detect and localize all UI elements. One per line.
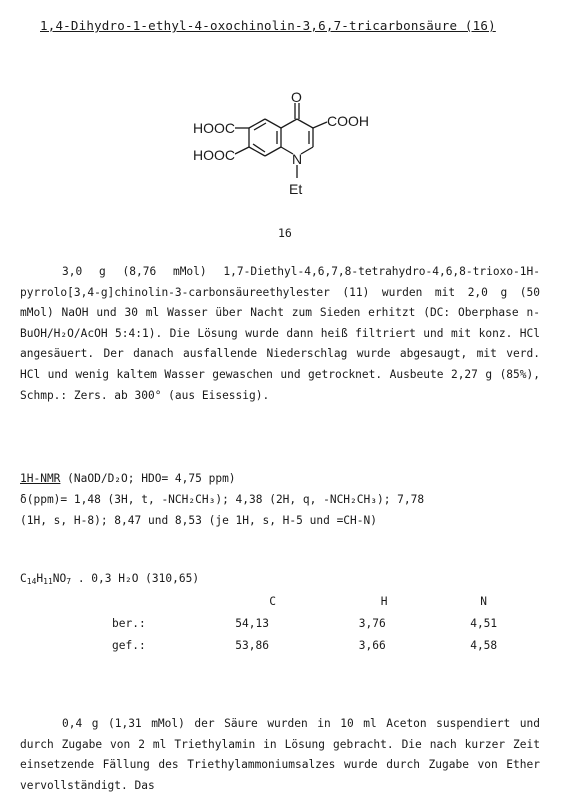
- formula-rest-sub: 7: [66, 577, 72, 586]
- oxo-label: O: [291, 89, 302, 105]
- analysis-row-label: gef.:: [112, 638, 146, 652]
- nmr-block: [20, 468, 550, 531]
- nitrogen-label: N: [292, 151, 303, 167]
- formula-c: C: [20, 572, 27, 585]
- procedure-text: 3,0 g (8,76 mMol) 1,7-Diethyl-4,6,7,8-tetrahydro-4,6,8-trioxo-1H-pyrrolo[3,4-g]chinolin-3-carbonsäureethylester (11) wurden mit 2,0 g (50 mMol) NaOH und 30 ml Wasser über Nacht zum Sieden erhitzt (DC: Oberphase n-BuOH/H₂O/AcOH 5:4:1). Die Lösung wurde dann heiß filtriert und mit konz. HCl angesäuert. Der danach ausfallende Niederschlag wurde abgesaugt, mit verd. HCl und wenig kaltem Wasser gewaschen und getrocknet. Ausbeute 2,27 g (85%), Schmp.: Zers. ab 300° (aus Eisessig).: [20, 265, 540, 402]
- procedure-paragraph: [20, 262, 540, 406]
- hooc-top-label: HOOC: [193, 120, 235, 136]
- analysis-value: 4,58: [470, 638, 498, 652]
- formula-hydrate: . 0,3 H₂O (310,65): [71, 572, 200, 585]
- cooh-label: COOH: [327, 113, 369, 129]
- formula-h: H: [36, 572, 44, 585]
- nmr-label: 1H-NMR: [20, 472, 61, 485]
- formula-c-sub: 14: [26, 577, 37, 586]
- analysis-value: 4,51: [470, 616, 498, 630]
- nmr-line-3: (1H, s, H-8); 8,47 und 8,53 (je 1H, s, H-5 und =CH-N): [20, 514, 377, 527]
- formula-rest: NO: [52, 572, 67, 585]
- analysis-value: 3,76: [358, 616, 386, 630]
- hooc-bottom-label: HOOC: [193, 147, 235, 163]
- analysis-row-label: ber.:: [112, 616, 146, 630]
- analysis-header-c: C: [269, 594, 277, 608]
- analysis-header-n: N: [480, 594, 487, 608]
- analysis-row-calculated: [112, 612, 570, 634]
- nmr-line-1: [20, 468, 550, 489]
- nmr-line-2: δ(ppm)= 1,48 (3H, t, -NCH₂CH₃); 4,38 (2H, q, -NCH₂CH₃); 7,78: [20, 493, 425, 506]
- molecular-formula: [20, 572, 199, 586]
- compound-number: 16: [278, 226, 292, 240]
- analysis-header-h: H: [380, 594, 388, 608]
- next-procedure-paragraph: [20, 714, 540, 796]
- analysis-row-found: [112, 634, 570, 656]
- analysis-value: 53,86: [235, 638, 269, 652]
- ring-bonds: [235, 103, 327, 178]
- compound-heading: 1,4-Dihydro-1-ethyl-4-oxochinolin-3,6,7-tricarbonsäure (16): [40, 18, 496, 33]
- chemical-structure: [185, 86, 395, 216]
- elemental-analysis-table: [112, 590, 570, 656]
- nmr-solvent: (NaOD/D₂O; HDO= 4,75 ppm): [60, 472, 236, 485]
- formula-h-sub: 11: [43, 577, 53, 586]
- analysis-value: 3,66: [358, 638, 386, 652]
- analysis-value: 54,13: [235, 616, 269, 630]
- analysis-header-row: [112, 590, 570, 612]
- ethyl-label: Et: [289, 181, 303, 197]
- next-procedure-text: 0,4 g (1,31 mMol) der Säure wurden in 10 ml Aceton suspendiert und durch Zugabe von 2 ml Triethylamin in Lösung gebracht. Die nach kurzer Zeit einsetzende Fällung des Triethylammoniumsalzes wurde durch Zugabe von Ether vervollständigt. Das: [20, 717, 540, 792]
